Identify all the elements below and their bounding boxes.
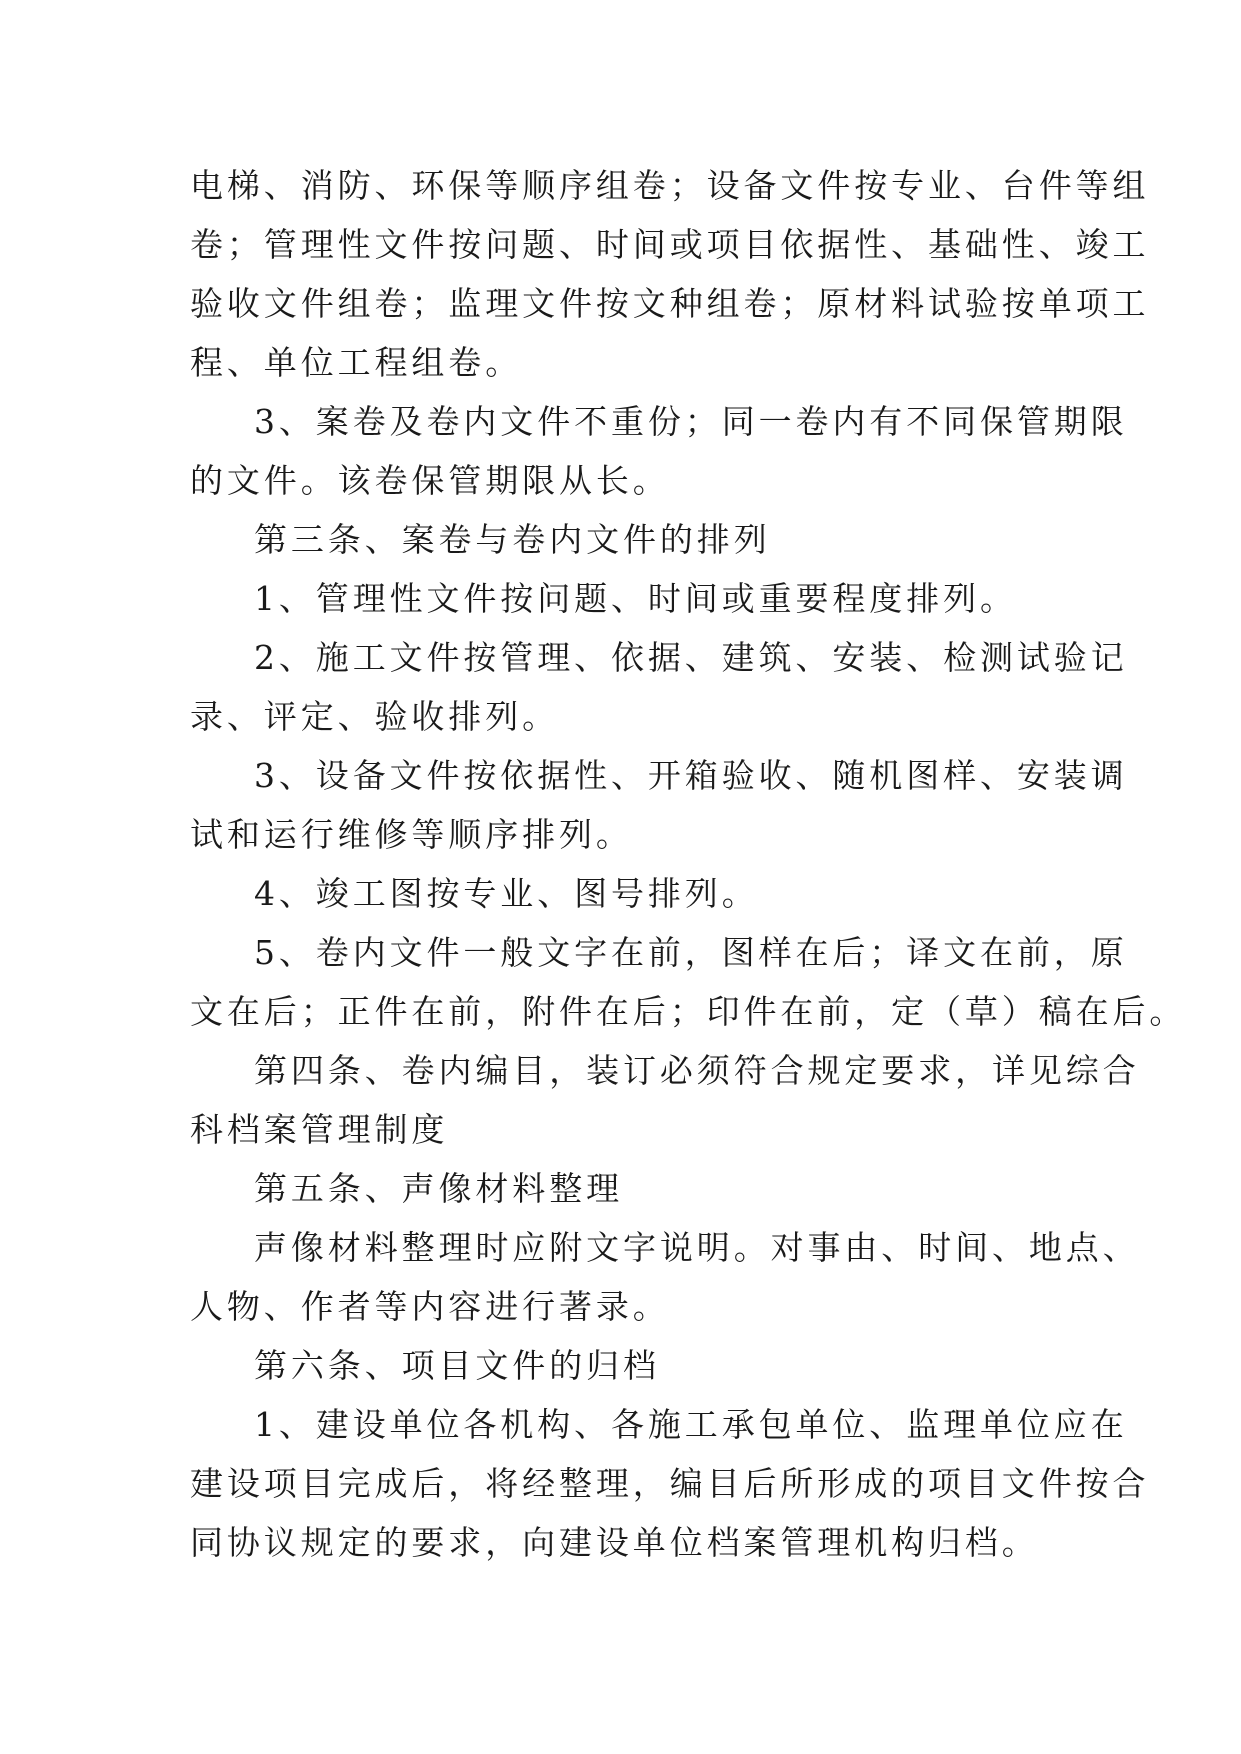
section-heading: 第四条、卷内编目，装订必须符合规定要求，详见综合	[254, 1051, 1140, 1090]
text-line: 3、案卷及卷内文件不重份；同一卷内有不同保管期限	[254, 402, 1128, 441]
text-line: 5、卷内文件一般文字在前，图样在后；译文在前，原	[254, 933, 1128, 972]
text-line: 4、竣工图按专业、图号排列。	[254, 874, 759, 913]
text-line: 2、施工文件按管理、依据、建筑、安装、检测试验记	[254, 638, 1128, 677]
text-line: 建设项目完成后，将经整理，编目后所形成的项目文件按合	[190, 1464, 1150, 1503]
text-line: 电梯、消防、环保等顺序组卷；设备文件按专业、台件等组	[190, 166, 1150, 205]
text-line: 科档案管理制度	[190, 1110, 449, 1149]
section-heading: 第五条、声像材料整理	[254, 1169, 623, 1208]
text-line: 同协议规定的要求，向建设单位档案管理机构归档。	[190, 1523, 1039, 1562]
section-heading: 第三条、案卷与卷内文件的排列	[254, 520, 771, 559]
text-line: 1、管理性文件按问题、时间或重要程度排列。	[254, 579, 1017, 618]
text-line: 1、建设单位各机构、各施工承包单位、监理单位应在	[254, 1405, 1128, 1444]
text-line: 的文件。该卷保管期限从长。	[190, 461, 670, 500]
text-line: 验收文件组卷；监理文件按文种组卷；原材料试验按单项工	[190, 284, 1150, 323]
text-line: 试和运行维修等顺序排列。	[190, 815, 633, 854]
text-line: 文在后；正件在前，附件在后；印件在前，定（草）稿在后。	[190, 992, 1187, 1031]
section-heading: 第六条、项目文件的归档	[254, 1346, 660, 1385]
text-line: 录、评定、验收排列。	[190, 697, 559, 736]
text-line: 程、单位工程组卷。	[190, 343, 523, 382]
document-body	[190, 156, 1187, 1572]
text-line: 人物、作者等内容进行著录。	[190, 1287, 670, 1326]
text-line: 声像材料整理时应附文字说明。对事由、时间、地点、	[254, 1228, 1140, 1267]
text-line: 3、设备文件按依据性、开箱验收、随机图样、安装调	[254, 756, 1128, 795]
text-line: 卷；管理性文件按问题、时间或项目依据性、基础性、竣工	[190, 225, 1150, 264]
